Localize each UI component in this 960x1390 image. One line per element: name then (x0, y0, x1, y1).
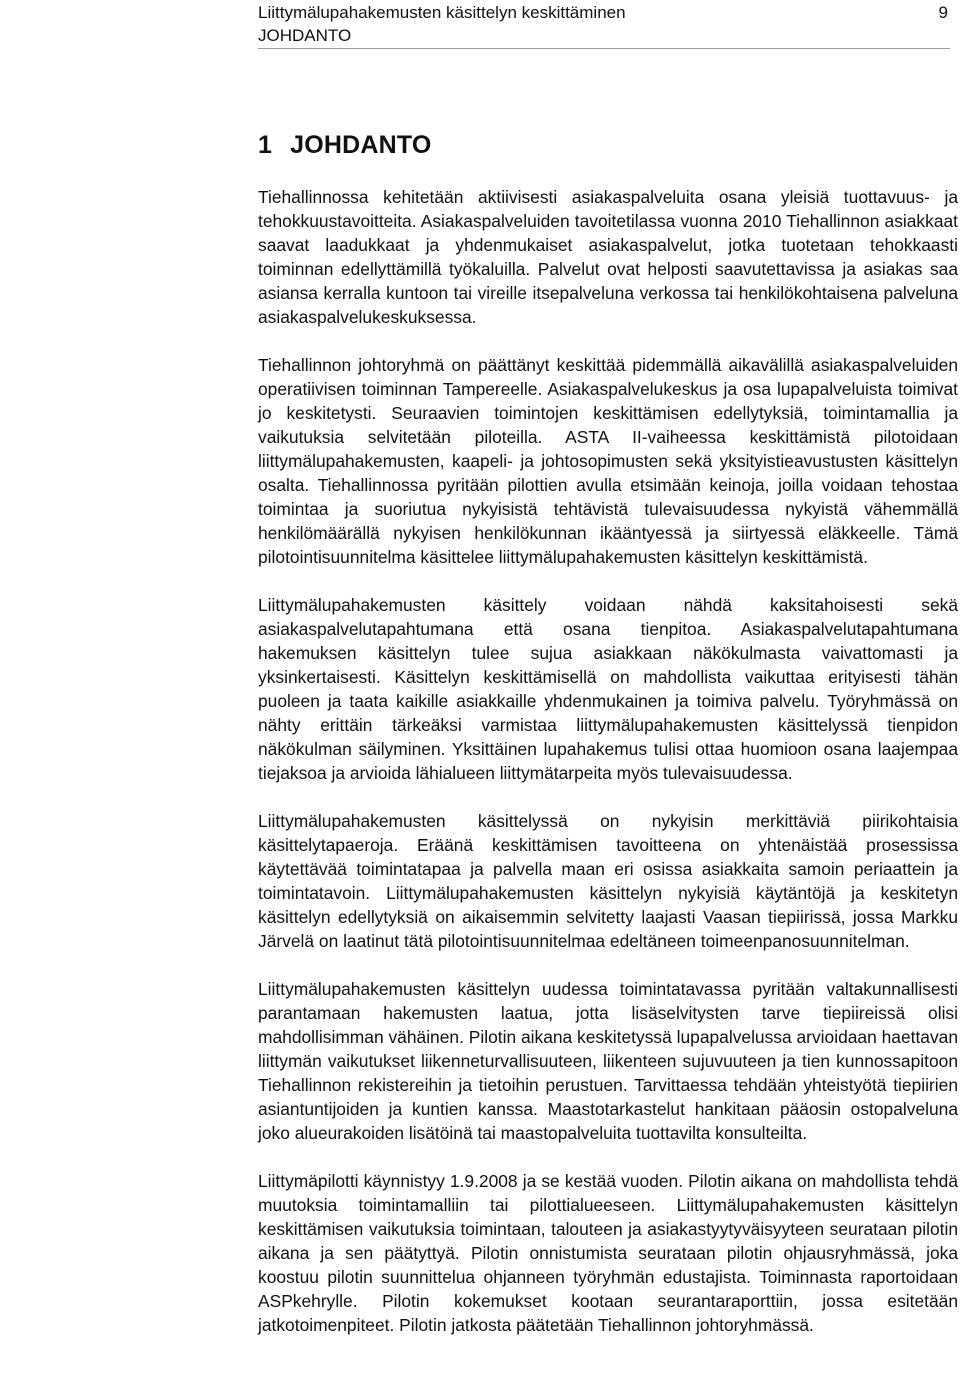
page-body (258, 128, 958, 1361)
body-paragraph: Tiehallinnossa kehitetään aktiivisesti asiakaspalveluita osana yleisiä tuottavuus- ja tehokkuustavoitteita. Asiakaspalveluiden tavoitetilassa vuonna 2010 Tiehallinnon asiakkaat saavat laadukkaat ja yhdenmukaiset asiakaspalvelut, jotka tuotetaan tehokkaasti toiminnan edellyttämillä työkaluilla. Palvelut ovat helposti saavutettavissa ja asiakas saa asiansa kerralla kuntoon tai vireille itsepalveluna verkossa tai henkilökohtaisena palveluna asiakaspalvelukeskuksessa. (258, 187, 958, 327)
body-paragraph: Liittymälupahakemusten käsittely voidaan nähdä kaksitahoisesti sekä asiakaspalvelutapahtumana että osana tienpitoa. Asiakaspalvelutapahtumana hakemuksen käsittelyn tulee sujua asiakkaan näkökulmasta vaivattomasti ja yksinkertaisesti. Käsittelyn keskittämisellä on mahdollista vaikuttaa erityisesti tähän puoleen ja taata kaikille asiakkaille yhdenmukainen ja toimiva palvelu. Työryhmässä on nähty erittäin tärkeäksi varmistaa liittymälupahakemusten käsittelyssä tienpidon näkökulman säilyminen. Yksittäinen lupahakemus tulisi ottaa huomioon osana laajempaa tiejaksoa ja arvioida lähialueen liittymätarpeita myös tulevaisuudessa. (258, 595, 958, 783)
page-header (258, 0, 948, 47)
header-section-name: JOHDANTO (258, 26, 352, 45)
header-page-number: 9 (938, 3, 948, 22)
body-paragraph: Liittymäpilotti käynnistyy 1.9.2008 ja se kestää vuoden. Pilotin aikana on mahdollista tehdä muutoksia toimintamalliin tai pilottialueeseen. Liittymälupahakemusten käsittelyn keskittämisen vaikutuksia toimintaan, talouteen ja asiakastyytyväisyyteen seurataan pilotin aikana ja sen päätyttyä. Pilotin onnistumista seurataan pilotin ohjausryhmässä, joka koostuu pilotin suunnittelua ohjanneen työryhmän edustajista. Toiminnasta raportoidaan ASPkehrylle. Pilotin kokemukset kootaan seurantaraporttiin, jossa esitetään jatkotoimenpiteet. Pilotin jatkosta päätetään Tiehallinnon johtoryhmässä. (258, 1171, 958, 1335)
chapter-heading (258, 128, 958, 162)
chapter-title: JOHDANTO (290, 131, 432, 159)
body-paragraph: Liittymälupahakemusten käsittelyssä on nykyisin merkittäviä piirikohtaisia käsittelytapaeroja. Eräänä keskittämisen tavoitteena on yhtenäistää prosessissa käytettävää toimintatapaa ja palvella maan eri osissa asiakkaita samoin periaattein ja toimintatavoin. Liittymälupahakemusten käsittelyn nykyisiä käytäntöjä ja keskitetyn käsittelyn edellytyksiä on aikaisemmin selvitetty laajasti Vaasan tiepiirissä, jossa Markku Järvelä on laatinut tätä pilotointisuunnitelmaa edeltäneen toimeenpanosuunnitelman. (258, 811, 958, 951)
body-paragraph: Liittymälupahakemusten käsittelyn uudessa toimintatavassa pyritään valtakunnallisesti parantamaan hakemusten laatua, jotta lisäselvitysten tarve tiepiireissä olisi mahdollisimman vähäinen. Pilotin aikana keskitetyssä lupapalvelussa arvioidaan haettavan liittymän vaikutukset liikenneturvallisuuteen, liikenteen sujuvuuteen ja tien kunnossapitoon Tiehallinnon rekistereihin ja tietoihin perustuen. Tarvittaessa tehdään yhteistyötä tiepiirien asiantuntijoiden ja kuntien kanssa. Maastotarkastelut hankitaan pääosin ostopalveluna joko alueurakoiden lisätöinä tai maastopalveluita tuottavilta konsulteilta. (258, 979, 958, 1143)
header-divider (258, 48, 950, 49)
header-document-title: Liittymälupahakemusten käsittelyn keskittäminen (258, 3, 626, 22)
header-top-line (258, 0, 948, 24)
chapter-number: 1 (258, 131, 273, 159)
body-paragraph: Tiehallinnon johtoryhmä on päättänyt keskittää pidemmällä aikavälillä asiakaspalveluiden operatiivisen toiminnan Tampereelle. Asiakaspalvelukeskus ja osa lupapalveluista toimivat jo keskitetysti. Seuraavien toimintojen keskittämisen edellytyksiä, toimintamallia ja vaikutuksia selvitetään piloteilla. ASTA II-vaiheessa keskittämistä pilotoidaan liittymälupahakemusten, kaapeli- ja johtosopimusten sekä yksityistieavustusten käsittelyn osalta. Tiehallinnossa pyritään pilottien avulla etsimään keinoja, joilla voidaan tehostaa toimintaa ja suoriutua nykyisistä tehtävistä tulevaisuudessa nykyistä vähemmällä henkilömäärällä nykyisen henkilökunnan ikääntyessä ja siirtyessä eläkkeelle. Tämä pilotointisuunnitelma käsittelee liittymälupahakemusten käsittelyn keskittämistä. (258, 355, 958, 567)
